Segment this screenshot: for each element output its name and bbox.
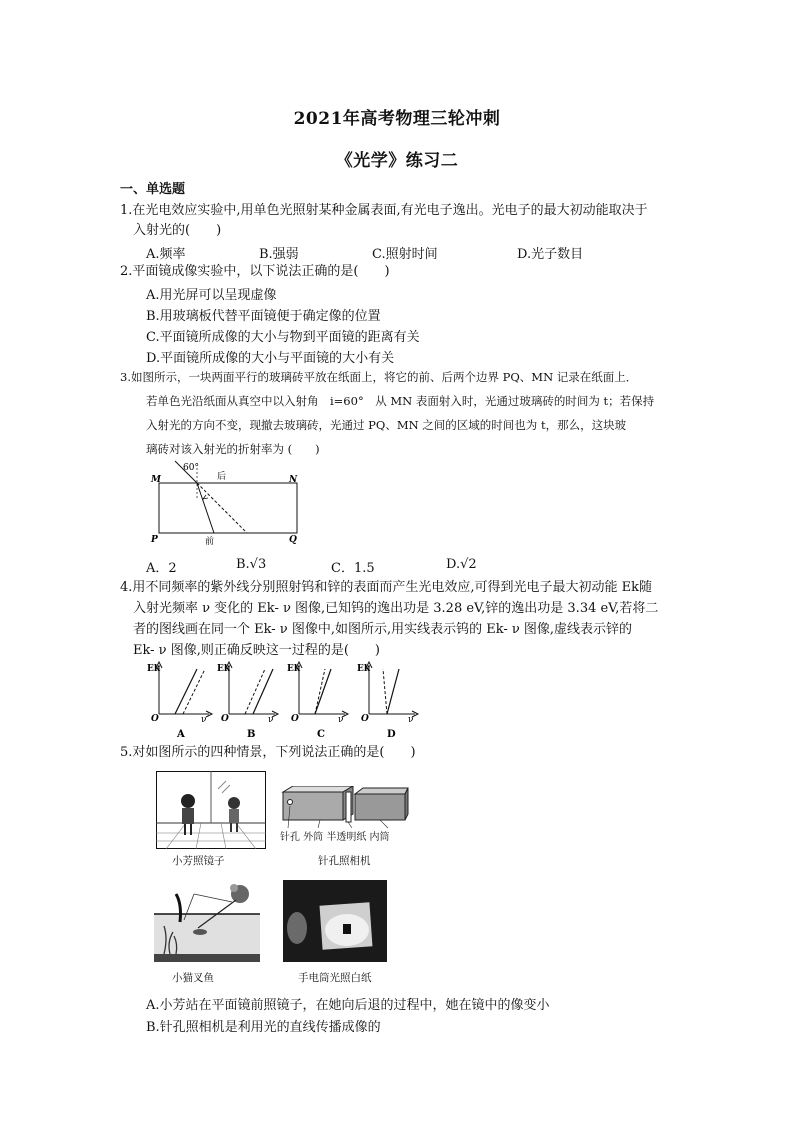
q4-stem-line2: 入射光频率 ν 变化的 Ek- ν 图像,已知钨的逸出功是 3.28 eV,锌的逸出功是 3.34 eV,若将二	[133, 601, 659, 616]
q5-option-b: B.针孔照相机是利用光的直线传播成像的	[146, 1020, 381, 1035]
q3-stem-line1: 3.如图所示，一块两面平行的玻璃砖平放在纸面上，将它的前、后两个边界 PQ、MN 记录在纸面上．	[120, 370, 638, 384]
mirror-scene-image	[156, 771, 266, 849]
label-n: N	[289, 475, 298, 485]
q3-option-c: C．1.5	[331, 561, 375, 576]
q3-stem-line4: 璃砖对该入射光的折射率为 ( )	[146, 442, 320, 456]
q1-option-d: D.光子数目	[517, 247, 584, 262]
graph-c	[287, 662, 348, 740]
label-m: M	[151, 475, 161, 485]
graph-a-x-label: ν	[201, 715, 207, 725]
angle-label: 60°	[183, 463, 199, 473]
graph-d-label: D	[387, 729, 396, 740]
q3-stem-line2: 若单色光沿纸面从真空中以入射角 i=60° 从 MN 表面射入时，光通过玻璃砖的时间为 t；若保持	[146, 394, 655, 408]
graph-c-y-label: Ek	[287, 664, 301, 674]
graph-d-origin: O	[361, 714, 369, 724]
graph-b	[217, 662, 278, 740]
back-label: 后	[217, 472, 227, 482]
ray-arrow	[203, 495, 208, 499]
camera-parts-labels: 针孔 外筒 半透明纸 内筒	[280, 832, 390, 843]
graph-d-x-label: ν	[408, 715, 414, 725]
glass-brick-outline	[159, 483, 297, 533]
label-q: Q	[289, 535, 297, 545]
q4-stem-line3: 者的图线画在同一个 Ek- ν 图像中,如图所示,用实线表示钨的 Ek- ν 图像,虚线表示锌的	[133, 622, 633, 637]
graph-a-origin: O	[151, 714, 159, 724]
q5-option-a: A.小芳站在平面镜前照镜子，在她向后退的过程中，她在镜中的像变小	[146, 998, 550, 1013]
graph-c-x-label: ν	[338, 715, 344, 725]
graph-b-y-label: Ek	[217, 664, 231, 674]
q2-option-a: A.用光屏可以呈现虚像	[146, 288, 277, 303]
caption-flashlight: 手电筒光照白纸	[298, 972, 372, 984]
q3-option-a: A．2	[146, 561, 177, 576]
q2-option-d: D.平面镜所成像的大小与平面镜的大小有关	[146, 351, 395, 366]
caption-camera: 针孔照相机	[318, 855, 371, 867]
page-title: 2021年高考物理三轮冲刺	[293, 109, 501, 129]
q1-stem-line2: 入射光的( )	[133, 223, 222, 238]
front-label: 前	[205, 537, 215, 546]
q2-option-b: B.用玻璃板代替平面镜便于确定像的位置	[146, 309, 381, 324]
label-p: P	[151, 535, 158, 545]
q3-option-b: B.√3	[236, 557, 267, 572]
graph-a	[147, 662, 212, 740]
refracted-ray	[197, 483, 214, 533]
graph-b-origin: O	[221, 714, 229, 724]
graph-b-x-label: ν	[268, 715, 274, 725]
caption-mirror: 小芳照镜子	[172, 855, 225, 867]
caption-cat: 小猫叉鱼	[172, 972, 214, 984]
q2-stem: 2.平面镜成像实验中，以下说法正确的是( )	[120, 264, 390, 279]
q5-stem: 5.对如图所示的四种情景，下列说法正确的是( )	[120, 745, 416, 760]
graph-d-y-label: Ek	[357, 664, 371, 674]
graph-d	[357, 662, 418, 740]
q2-option-c: C.平面镜所成像的大小与物到平面镜的距离有关	[146, 330, 420, 345]
straight-path	[197, 483, 247, 533]
graph-c-label: C	[317, 729, 325, 740]
page-subtitle: 《光学》练习二	[335, 151, 459, 171]
flashlight-paper-image	[283, 880, 387, 962]
cat-fishing-image	[154, 880, 260, 962]
ek-graphs	[143, 659, 423, 741]
graph-c-origin: O	[291, 714, 299, 724]
section-heading: 一、单选题	[120, 182, 186, 197]
q3-stem-line3: 入射光的方向不变，现撤去玻璃砖，光通过 PQ、MN 之间的区域的时间也为 t，那么，这块玻	[146, 418, 627, 432]
graph-a-label: A	[177, 729, 185, 740]
q3-option-d: D.√2	[446, 557, 477, 572]
q4-stem-line1: 4.用不同频率的紫外线分别照射钨和锌的表面而产生光电效应,可得到光电子最大初动能 Ek随	[120, 580, 653, 595]
q1-option-b: B.强弱	[259, 247, 299, 262]
q1-stem-line1: 1.在光电效应实验中,用单色光照射某种金属表面,有光电子逸出。光电子的最大初动能取决于	[120, 203, 648, 218]
graph-b-label: B	[247, 729, 256, 740]
q1-option-a: A.频率	[146, 247, 186, 262]
graph-a-y-label: Ek	[147, 664, 161, 674]
q1-option-c: C.照射时间	[372, 247, 438, 262]
q4-stem-line4: Ek- ν 图像,则正确反映这一过程的是( )	[133, 643, 380, 658]
glass-brick-figure	[145, 458, 305, 546]
